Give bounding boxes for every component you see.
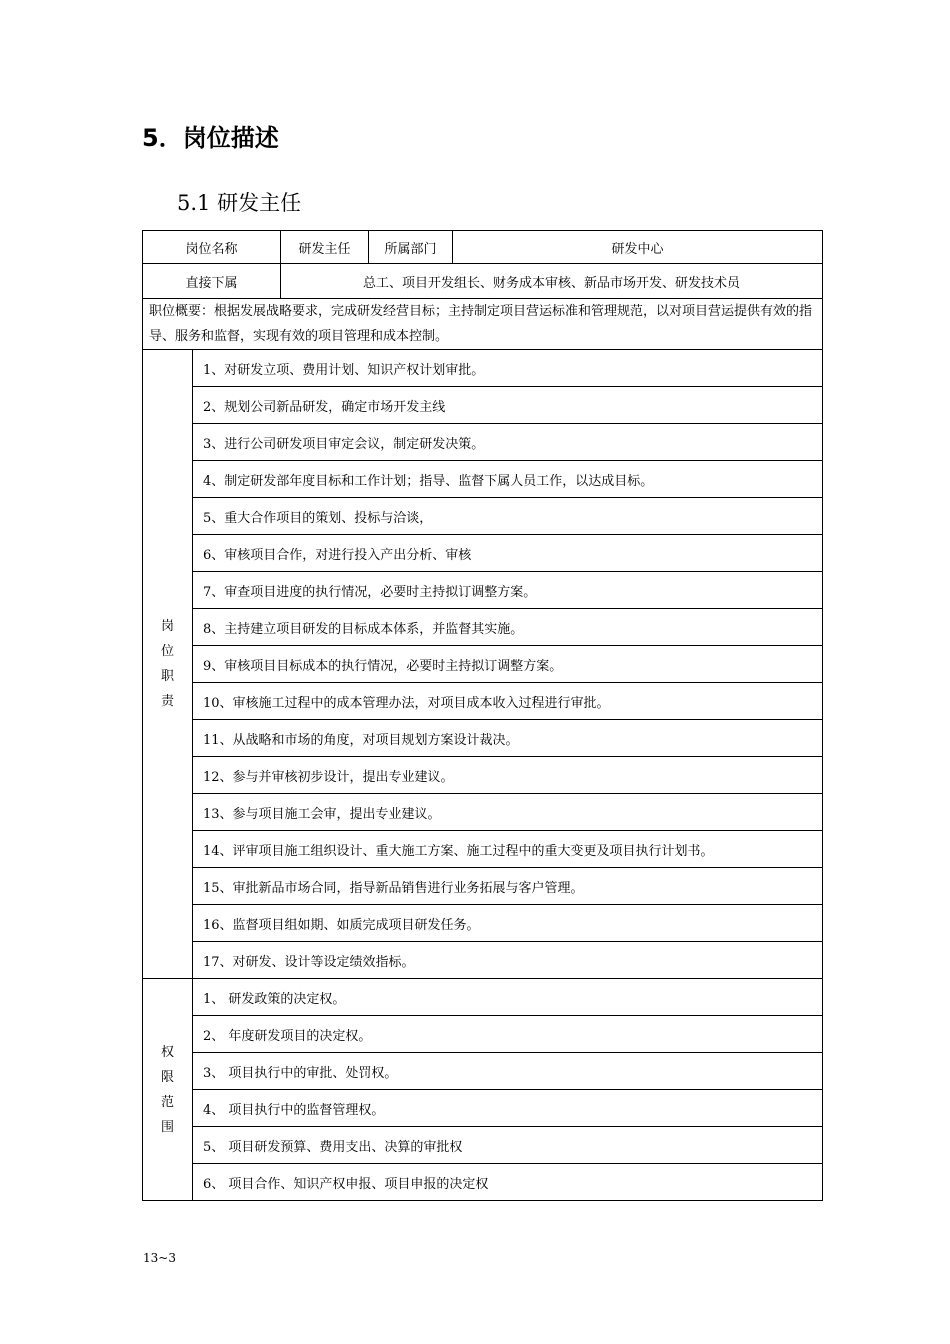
table-row: [143, 350, 823, 387]
section-heading: 5．岗位描述: [142, 124, 279, 152]
table-row: [143, 905, 823, 942]
table-row: [143, 299, 823, 350]
table-row: [143, 794, 823, 831]
list-item: 10、审核施工过程中的成本管理办法，对项目成本收入过程进行审批。: [193, 683, 823, 720]
table-row: [143, 1164, 823, 1201]
duties-label: [143, 350, 193, 979]
list-item: 3、进行公司研发项目审定会议，制定研发决策。: [193, 424, 823, 461]
table-row: [143, 942, 823, 979]
table-row: [143, 264, 823, 299]
list-item: 8、主持建立项目研发的目标成本体系，并监督其实施。: [193, 609, 823, 646]
table-row: [143, 461, 823, 498]
department-label: 所属部门: [369, 231, 453, 264]
list-item: 1、 研发政策的决定权。: [193, 979, 823, 1016]
table-row: [143, 424, 823, 461]
subordinates-value: 总工、项目开发组长、财务成本审核、新品市场开发、研发技术员: [281, 264, 823, 299]
position-name-label: 岗位名称: [143, 231, 281, 264]
table-row: [143, 498, 823, 535]
list-item: 4、 项目执行中的监督管理权。: [193, 1090, 823, 1127]
list-item: 2、 年度研发项目的决定权。: [193, 1016, 823, 1053]
table-row: [143, 720, 823, 757]
table-row: [143, 683, 823, 720]
table-row: [143, 572, 823, 609]
list-item: 4、制定研发部年度目标和工作计划；指导、监督下属人员工作，以达成目标。: [193, 461, 823, 498]
table-row: [143, 1127, 823, 1164]
list-item: 1、对研发立项、费用计划、知识产权计划审批。: [193, 350, 823, 387]
list-item: 13、参与项目施工会审，提出专业建议。: [193, 794, 823, 831]
list-item: 17、对研发、设计等设定绩效指标。: [193, 942, 823, 979]
table-row: [143, 757, 823, 794]
table-row: [143, 646, 823, 683]
list-item: 12、参与并审核初步设计，提出专业建议。: [193, 757, 823, 794]
table-row: [143, 231, 823, 264]
list-item: 2、规划公司新品研发，确定市场开发主线: [193, 387, 823, 424]
table-row: [143, 535, 823, 572]
list-item: 5、重大合作项目的策划、投标与洽谈，: [193, 498, 823, 535]
list-item: 14、评审项目施工组织设计、重大施工方案、施工过程中的重大变更及项目执行计划书。: [193, 831, 823, 868]
job-description-table: [142, 230, 823, 1201]
position-name-value: 研发主任: [281, 231, 369, 264]
table-row: [143, 868, 823, 905]
list-item: 6、审核项目合作，对进行投入产出分析、审核: [193, 535, 823, 572]
department-value: 研发中心: [453, 231, 823, 264]
table-row: [143, 831, 823, 868]
table-row: [143, 979, 823, 1016]
page-number: 13~3: [143, 1251, 176, 1265]
list-item: 9、审核项目目标成本的执行情况，必要时主持拟订调整方案。: [193, 646, 823, 683]
table-row: [143, 387, 823, 424]
authority-label: [143, 979, 193, 1201]
list-item: 11、从战略和市场的角度，对项目规划方案设计裁决。: [193, 720, 823, 757]
list-item: 6、 项目合作、知识产权申报、项目申报的决定权: [193, 1164, 823, 1201]
list-item: 16、监督项目组如期、如质完成项目研发任务。: [193, 905, 823, 942]
duties-label-text: 岗位职责: [160, 619, 174, 709]
list-item: 15、审批新品市场合同，指导新品销售进行业务拓展与客户管理。: [193, 868, 823, 905]
subsection-heading: 5.1 研发主任: [177, 191, 302, 215]
table-row: [143, 1016, 823, 1053]
table-row: [143, 609, 823, 646]
authority-label-text: 权限范围: [160, 1044, 174, 1135]
list-item: 7、审查项目进度的执行情况，必要时主持拟订调整方案。: [193, 572, 823, 609]
table-row: [143, 1053, 823, 1090]
list-item: 3、 项目执行中的审批、处罚权。: [193, 1053, 823, 1090]
list-item: 5、 项目研发预算、费用支出、决算的审批权: [193, 1127, 823, 1164]
subordinates-label: 直接下属: [143, 264, 281, 299]
job-summary: 职位概要：根据发展战略要求，完成研发经营目标；主持制定项目营运标准和管理规范，以对项目营运提供有效的指导、服务和监督，实现有效的项目管理和成本控制。: [143, 299, 823, 350]
table-row: [143, 1090, 823, 1127]
